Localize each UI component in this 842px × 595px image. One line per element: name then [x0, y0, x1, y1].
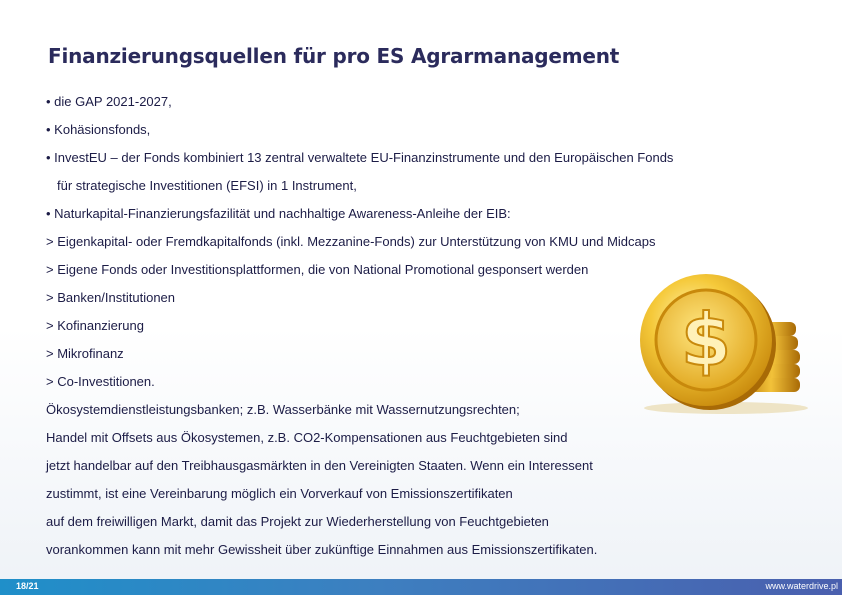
bullet-investeu: • InvestEU – der Fonds kombiniert 13 zentral verwaltete EU-Finanzinstrumente und den Europäischen Fonds [46, 150, 674, 165]
bullet-natural-capital: • Naturkapital-Finanzierungsfazilität und nachhaltige Awareness-Anleihe der EIB: [46, 206, 511, 221]
front-coin [640, 274, 776, 410]
svg-text:$: $ [680, 298, 732, 382]
sub-item-own-funds: > Eigene Fonds oder Investitionsplattformen, die von National Promotional gesponsert werden [46, 262, 589, 277]
sub-item-banks: > Banken/Institutionen [46, 290, 176, 305]
bullet-gap: • die GAP 2021-2027, [46, 94, 172, 109]
paragraph-line: vorankommen kann mit mehr Gewissheit über zukünftige Einnahmen aus Emissionszertifikaten. [46, 542, 598, 557]
sub-item-co-investments: > Co-Investitionen. [46, 374, 155, 389]
bullet-investeu-continued: für strategische Investitionen (EFSI) in 1 Instrument, [57, 178, 357, 193]
sub-item-cofinancing: > Kofinanzierung [46, 318, 144, 333]
paragraph-line: zustimmt, ist eine Vereinbarung möglich ein Vorverkauf von Emissionszertifikaten [46, 486, 513, 501]
gold-dollar-coins-icon [634, 268, 810, 416]
paragraph-line: auf dem freiwilligen Markt, damit das Projekt zur Wiederherstellung von Feuchtgebieten [46, 514, 549, 529]
paragraph-line: Handel mit Offsets aus Ökosystemen, z.B. CO2-Kompensationen aus Feuchtgebieten sind [46, 430, 568, 445]
footer-bar [0, 579, 842, 595]
slide-title: Finanzierungsquellen für pro ES Agrarmanagement [48, 44, 620, 68]
bullet-cohesion-fund: • Kohäsionsfonds, [46, 122, 151, 137]
website-url[interactable]: www.waterdrive.pl [765, 581, 838, 591]
paragraph-line: Ökosystemdienstleistungsbanken; z.B. Wasserbänke mit Wassernutzungsrechten; [46, 402, 520, 417]
sub-item-equity-funds: > Eigenkapital- oder Fremdkapitalfonds (inkl. Mezzanine-Fonds) zur Unterstützung von KMU und Midcaps [46, 234, 656, 249]
paragraph-line: jetzt handelbar auf den Treibhausgasmärkten in den Vereinigten Staaten. Wenn ein Interessent [46, 458, 593, 473]
page-number: 18/21 [16, 581, 39, 591]
sub-item-microfinance: > Mikrofinanz [46, 346, 124, 361]
